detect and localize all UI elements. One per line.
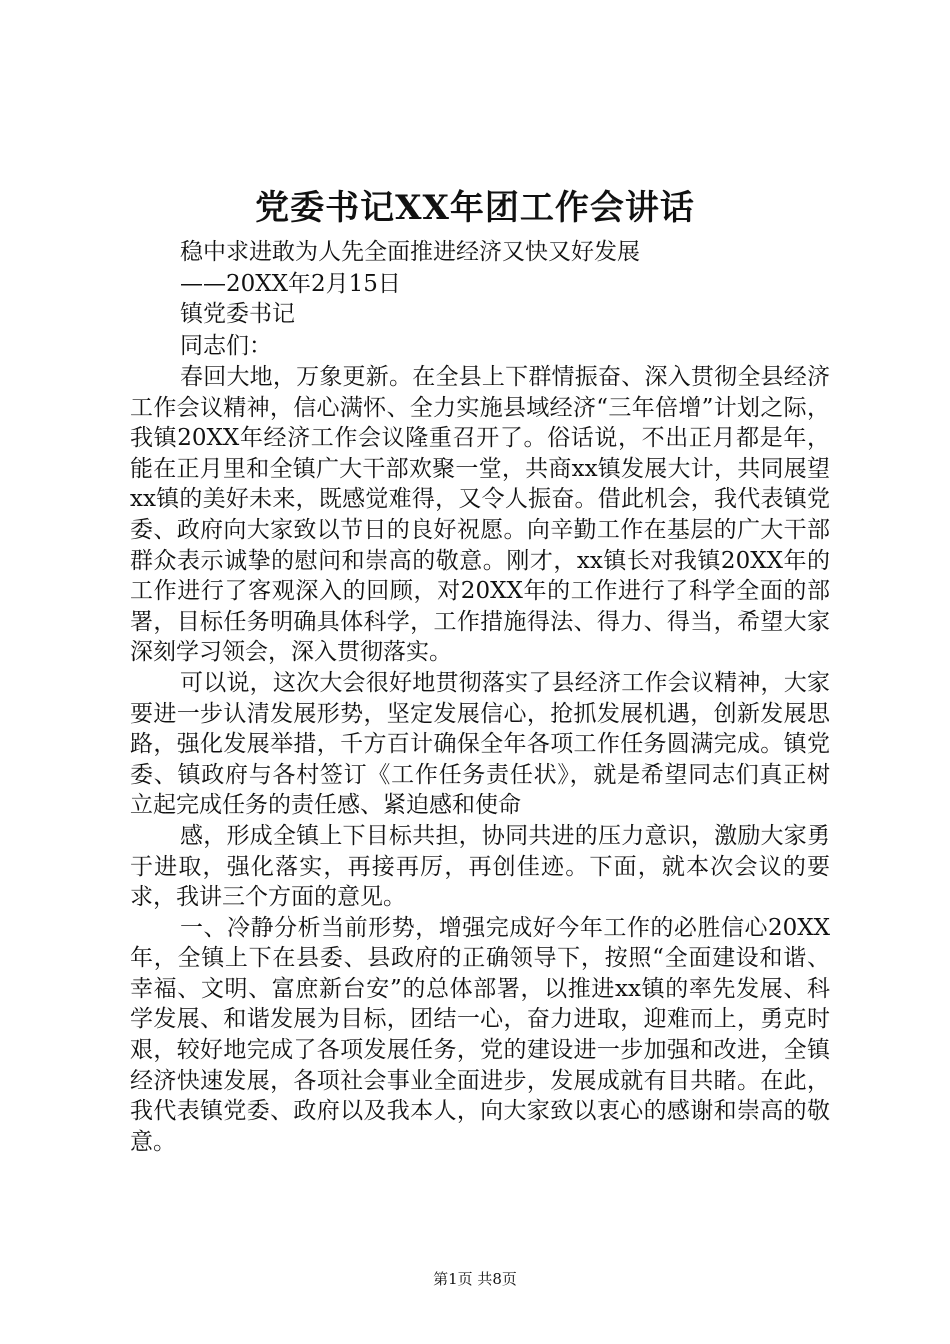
body-paragraph: 春回大地，万象更新。在全县上下群情振奋、深入贯彻全县经济工作会议精神，信心满怀、全力实施县域经济“三年倍增”计划之际，我镇20XX年经济工作会议隆重召开了。俗话说，不出正月都是年，能在正月里和全镇广大干部欢聚一堂，共商xx镇发展大计，共同展望xx镇的美好未来，既感觉难得，又令人振奋。借此机会，我代表镇党委、政府向大家致以节日的良好祝愿。向辛勤工作在基层的广大干部群众表示诚挚的慰问和崇高的敬意。刚才，xx镇长对我镇20XX年的工作进行了客观深入的回顾，对20XX年的工作进行了科学全面的部署，目标任务明确具体科学，工作措施得法、得力、得当，希望大家深刻学习领会，深入贯彻落实。 (130, 364, 830, 666)
document-title: 党委书记XX年团工作会讲话 (255, 188, 695, 228)
body-paragraph: 感，形成全镇上下目标共担，协同共进的压力意识，激励大家勇于进取，强化落实，再接再厉，再创佳迹。下面，就本次会议的要求，我讲三个方面的意见。 (130, 822, 830, 911)
body-paragraph: 可以说，这次大会很好地贯彻落实了县经济工作会议精神，大家要进一步认清发展形势，坚定发展信心，抢抓发展机遇，创新发展思路，强化发展举措，千方百计确保全年各项工作任务圆满完成。镇党委、镇政府与各村签订《工作任务责任状》，就是希望同志们真正树立起完成任务的责任感、紧迫感和使命 (130, 669, 830, 819)
document-body (130, 362, 830, 1157)
body-paragraph: 一、冷静分析当前形势，增强完成好今年工作的必胜信心20XX年，全镇上下在县委、县政府的正确领导下，按照“全面建设和谐、幸福、文明、富庶新台安”的总体部署，以推进xx镇的率先发展、科学发展、和谐发展为目标，团结一心，奋力进取，迎难而上，勇克时艰，较好地完成了各项发展任务，党的建设进一步加强和改进，全镇经济快速发展，各项社会事业全面进步，发展成就有目共睹。在此，我代表镇党委、政府以及我本人，向大家致以衷心的感谢和崇高的敬意。 (130, 914, 830, 1155)
speaker-line: 镇党委书记 (180, 301, 295, 327)
page-indicator: 第1页 共8页 (433, 1270, 517, 1288)
document-subtitle: 稳中求进敢为人先全面推进经济又快又好发展 (180, 239, 640, 265)
salutation: 同志们： (180, 333, 272, 359)
document-date-line: ——20XX年2月15日 (180, 271, 401, 297)
